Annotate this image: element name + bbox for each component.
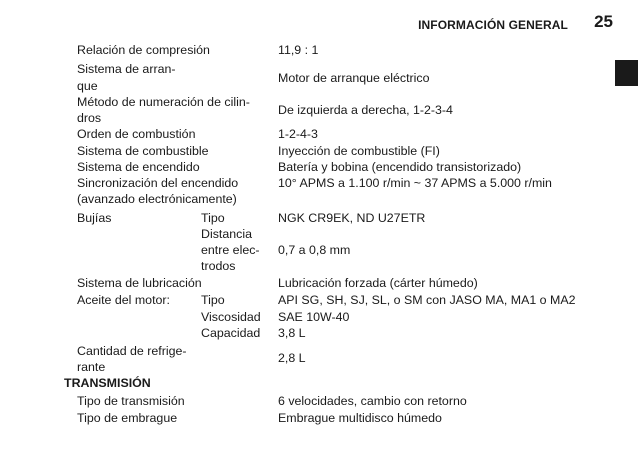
- spec-value-ignition-timing: 10° APMS a 1.100 r/min ~ 37 APMS a 5.000 r/min: [278, 176, 552, 190]
- spec-value-ignition: Batería y bobina (encendido transistorizado): [278, 160, 522, 174]
- header-title: INFORMACIÓN GENERAL: [418, 18, 568, 32]
- spec-value-compression: 11,9 : 1: [278, 43, 319, 57]
- spec-label-starter-l1: Sistema de arran-: [77, 62, 176, 76]
- spec-value-transmission-type: 6 velocidades, cambio con retorno: [278, 394, 467, 408]
- spec-value-oil-capacity: 3,8 L: [278, 326, 306, 340]
- page-number: 25: [594, 12, 613, 31]
- spec-label-cylinder-numbering-l1: Método de numeración de cilin-: [77, 95, 250, 109]
- section-heading-transmission: TRANSMISIÓN: [64, 376, 151, 390]
- spec-label-starter-l2: que: [77, 79, 98, 93]
- spec-label-transmission-type: Tipo de transmisión: [77, 394, 185, 408]
- spec-value-oil-type: API SG, SH, SJ, SL, o SM con JASO MA, MA1 o MA2: [278, 293, 576, 307]
- spec-sublabel-plug-type: Tipo: [201, 211, 225, 225]
- spec-value-plug-type: NGK CR9EK, ND U27ETR: [278, 211, 426, 225]
- spec-label-spark-plugs: Bujías: [77, 211, 112, 225]
- spec-label-lubrication: Sistema de lubricación: [77, 276, 202, 290]
- spec-value-clutch-type: Embrague multidisco húmedo: [278, 411, 442, 425]
- spec-value-plug-gap: 0,7 a 0,8 mm: [278, 243, 351, 257]
- spec-sublabel-oil-viscosity: Viscosidad: [201, 310, 261, 324]
- spec-label-engine-oil: Aceite del motor:: [77, 293, 170, 307]
- spec-value-starter: Motor de arranque eléctrico: [278, 71, 430, 85]
- spec-label-ignition-timing-l1: Sincronización del encendido: [77, 176, 239, 190]
- spec-label-ignition-timing-l2: (avanzado electrónicamente): [77, 192, 237, 206]
- spec-sublabel-oil-capacity: Capacidad: [201, 326, 261, 340]
- spec-sublabel-plug-gap-l1: Distancia: [201, 227, 252, 241]
- spec-label-firing-order: Orden de combustión: [77, 127, 196, 141]
- spec-value-firing-order: 1-2-4-3: [278, 127, 318, 141]
- spec-sublabel-oil-type: Tipo: [201, 293, 225, 307]
- section-tab-marker: [615, 60, 638, 86]
- spec-label-cylinder-numbering-l2: dros: [77, 111, 102, 125]
- spec-label-coolant-l2: rante: [77, 360, 106, 374]
- spec-value-oil-viscosity: SAE 10W-40: [278, 310, 350, 324]
- spec-label-compression: Relación de compresión: [77, 43, 210, 57]
- spec-sublabel-plug-gap-l2: entre elec-: [201, 243, 260, 257]
- spec-label-fuel-system: Sistema de combustible: [77, 144, 209, 158]
- spec-value-cylinder-numbering: De izquierda a derecha, 1-2-3-4: [278, 103, 453, 117]
- spec-label-clutch-type: Tipo de embrague: [77, 411, 178, 425]
- spec-label-ignition: Sistema de encendido: [77, 160, 200, 174]
- spec-value-coolant: 2,8 L: [278, 351, 306, 365]
- spec-value-lubrication: Lubricación forzada (cárter húmedo): [278, 276, 478, 290]
- spec-value-fuel-system: Inyección de combustible (FI): [278, 144, 440, 158]
- spec-sublabel-plug-gap-l3: trodos: [201, 259, 236, 273]
- spec-label-coolant-l1: Cantidad de refrige-: [77, 344, 187, 358]
